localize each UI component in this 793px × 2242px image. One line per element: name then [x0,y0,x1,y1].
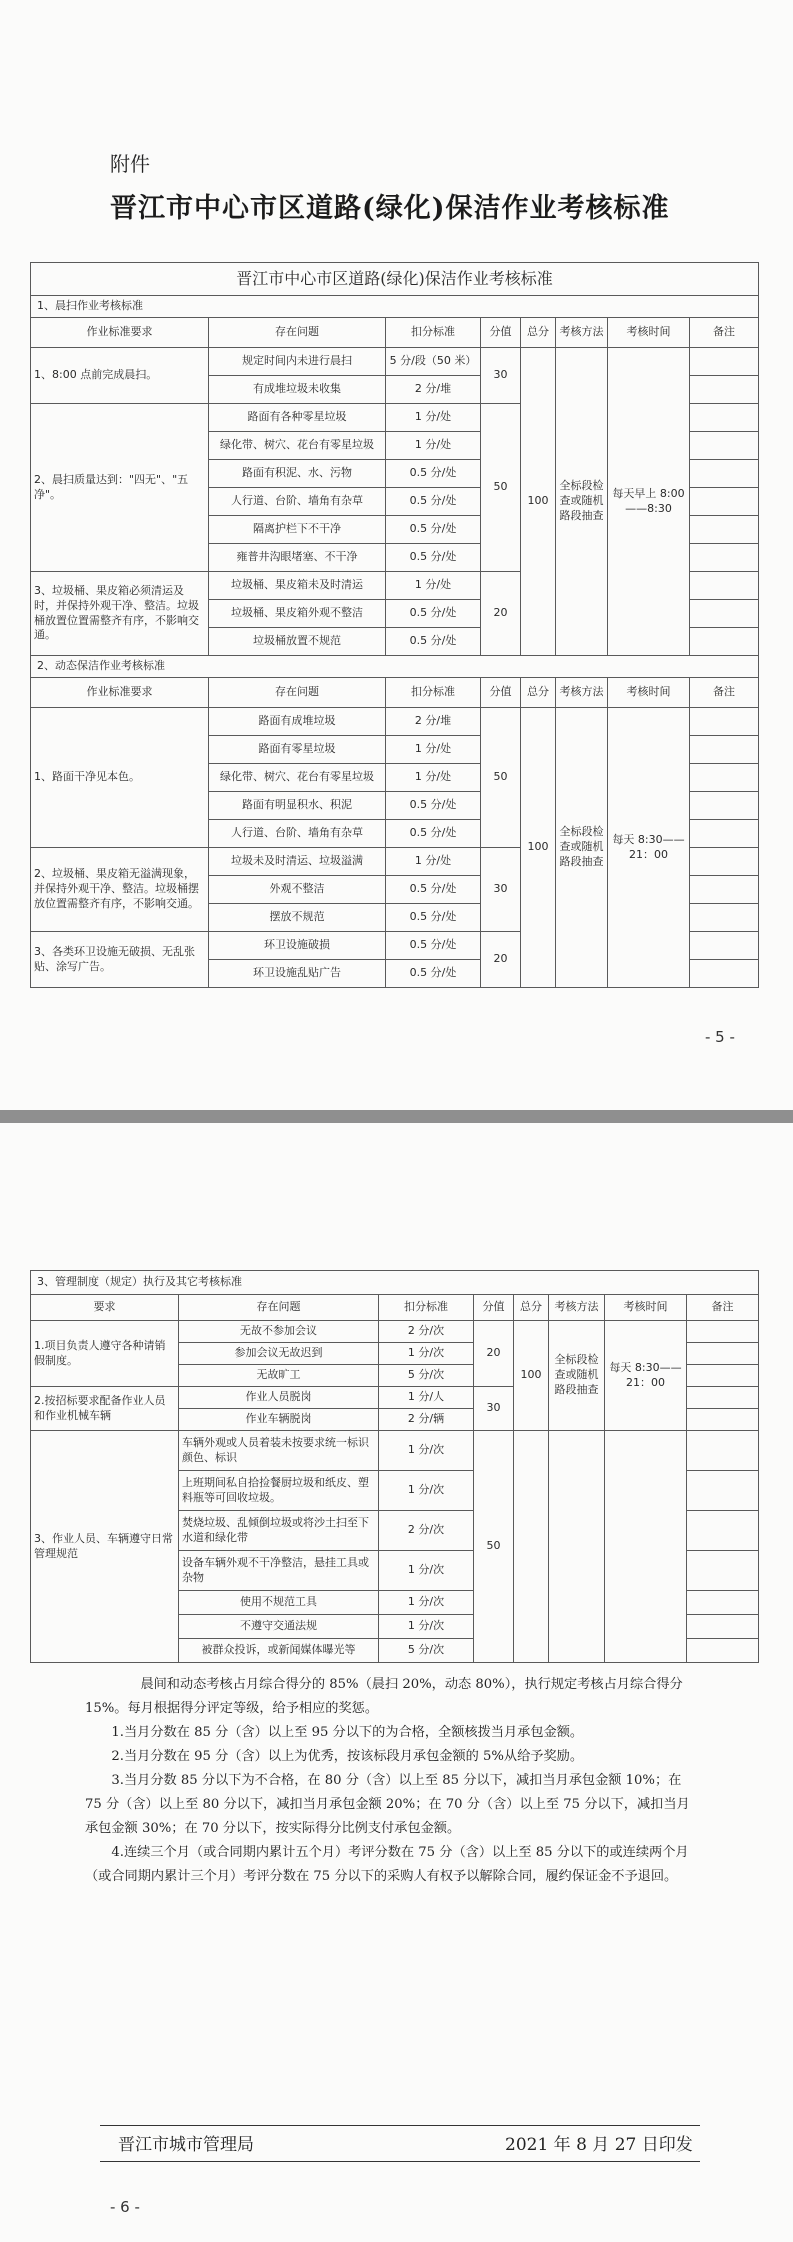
issue-cell: 绿化带、树穴、花台有零星垃圾 [209,764,386,792]
header-total: 总分 [514,1295,549,1321]
issue-cell: 绿化带、树穴、花台有零星垃圾 [209,432,386,460]
total-cell: 100 [521,348,556,656]
footer-rule-top [100,2125,700,2126]
header-deduct: 扣分标准 [379,1295,474,1321]
issue-cell: 作业车辆脱岗 [179,1409,379,1431]
deduct-cell: 2 分/堆 [386,376,481,404]
issue-cell: 环卫设施破损 [209,932,386,960]
deduct-cell: 5 分/段（50 米） [386,348,481,376]
page-5 [0,0,793,1110]
score-cell: 50 [474,1431,514,1663]
table-caption: 晋江市中心市区道路(绿化)保洁作业考核标准 [31,263,759,296]
note-cell [690,544,759,572]
deduct-cell: 1 分/次 [379,1591,474,1615]
table-header-row [31,678,759,708]
note-paragraph: 1.当月分数在 85 分（含）以上至 95 分以下的为合格，全额核拨当月承包金额。 [111,1725,584,1740]
page-6 [0,1123,793,2242]
page-number: - 5 - [705,1028,735,1046]
page-number: - 6 - [110,2198,140,2216]
deduct-cell: 0.5 分/处 [386,904,481,932]
issue-cell: 环卫设施乱贴广告 [209,960,386,988]
header-time: 考核时间 [608,318,690,348]
note-paragraph: 2.当月分数在 95 分（含）以上为优秀，按该标段月承包金额的 5%从给予奖励。 [111,1749,584,1764]
header-method: 考核方法 [549,1295,605,1321]
requirement-cell: 3、各类环卫设施无破损、无乱张贴、涂写广告。 [31,932,209,988]
deduct-cell: 1 分/次 [379,1551,474,1591]
note-cell [690,960,759,988]
deduct-cell: 0.5 分/处 [386,628,481,656]
issue-cell: 人行道、台阶、墙角有杂草 [209,488,386,516]
header-note: 备注 [687,1295,759,1321]
issue-cell: 雍普井沟眼堵塞、不干净 [209,544,386,572]
table-row [31,1431,759,1471]
requirement-cell: 1.项目负责人遵守各种请销假制度。 [31,1321,179,1387]
header-score: 分值 [481,318,521,348]
table-row [31,348,759,376]
deduct-cell: 1 分/处 [386,432,481,460]
header-deduct: 扣分标准 [386,318,481,348]
deduct-cell: 2 分/辆 [379,1409,474,1431]
deduct-cell: 2 分/次 [379,1321,474,1343]
note-cell [687,1409,759,1431]
note-cell [687,1321,759,1343]
note-cell [690,432,759,460]
note-cell [690,932,759,960]
note-cell [690,708,759,736]
note-cell [687,1615,759,1639]
score-cell: 30 [481,348,521,404]
deduct-cell: 1 分/次 [379,1431,474,1471]
header-score: 分值 [481,678,521,708]
issue-cell: 外观不整洁 [209,876,386,904]
note-paragraph: 4.连续三个月（或合同期内累计五个月）考评分数在 75 分（含）以上至 85 分以下的或连续两个月（或合同期内累计三个月）考评分数在 75 分以下的采购人有权予以解除合同，履约保证金不予退回。 [85,1845,689,1884]
issue-cell: 路面有明显积水、积泥 [209,792,386,820]
deduct-cell: 0.5 分/处 [386,488,481,516]
section-title-morning: 1、晨扫作业考核标准 [31,296,759,318]
issue-cell: 设备车辆外观不干净整洁，悬挂工具或杂物 [179,1551,379,1591]
header-method: 考核方法 [556,678,608,708]
section-title-dynamic: 2、动态保洁作业考核标准 [31,656,759,678]
header-req: 要求 [31,1295,179,1321]
deduct-cell: 1 分/处 [386,848,481,876]
score-cell: 50 [481,708,521,848]
deduct-cell: 5 分/次 [379,1639,474,1663]
issue-cell: 车辆外观或人员着装未按要求统一标识颜色、标识 [179,1431,379,1471]
note-cell [690,404,759,432]
note-cell [690,516,759,544]
header-note: 备注 [690,318,759,348]
header-total: 总分 [521,678,556,708]
deduct-cell: 2 分/次 [379,1511,474,1551]
issue-cell: 上班期间私自拾捡餐厨垃圾和纸皮、塑料瓶等可回收垃圾。 [179,1471,379,1511]
issue-cell: 有成堆垃圾未收集 [209,376,386,404]
method-cell: 全标段检查或随机路段抽查 [556,708,608,988]
issue-cell: 隔离护栏下不干净 [209,516,386,544]
table-header-row [31,318,759,348]
header-time: 考核时间 [605,1295,687,1321]
note-cell [690,628,759,656]
deduct-cell: 0.5 分/处 [386,792,481,820]
note-cell [687,1639,759,1663]
issuer: 晋江市城市管理局 [118,2135,254,2155]
deduct-cell: 0.5 分/处 [386,820,481,848]
issue-cell: 作业人员脱岗 [179,1387,379,1409]
deduct-cell: 1 分/处 [386,764,481,792]
total-cell: 100 [521,708,556,988]
section-title-management: 3、管理制度（规定）执行及其它考核标准 [31,1271,759,1295]
deduct-cell: 0.5 分/处 [386,960,481,988]
deduct-cell: 0.5 分/处 [386,932,481,960]
note-cell [690,736,759,764]
header-time: 考核时间 [608,678,690,708]
issue-cell: 焚烧垃圾、乱倾倒垃圾或将沙土扫至下水道和绿化带 [179,1511,379,1551]
note-paragraph: 3.当月分数 85 分以下为不合格，在 80 分（含）以上至 85 分以下，减扣当月承包金额 10%；在 75 分（含）以上至 80 分以下，减扣当月承包金额 20%；在 70 分（含）以上至 75 分以下，减扣当月承包金额 30%；在 70 分以下，按实际得分比例支付承包金额。 [85,1773,690,1836]
header-score: 分值 [474,1295,514,1321]
issue-cell: 路面有积泥、水、污物 [209,460,386,488]
note-cell [690,572,759,600]
header-req: 作业标准要求 [31,318,209,348]
requirement-cell: 3、作业人员、车辆遵守日常管理规范 [31,1431,179,1663]
score-cell: 50 [481,404,521,572]
issue-cell: 路面有零星垃圾 [209,736,386,764]
issue-cell: 垃圾桶、果皮箱未及时清运 [209,572,386,600]
deduct-cell: 2 分/堆 [386,708,481,736]
requirement-cell: 1、路面干净见本色。 [31,708,209,848]
deduct-cell: 0.5 分/处 [386,516,481,544]
table-row [31,1321,759,1343]
note-cell [690,764,759,792]
score-cell: 30 [474,1387,514,1431]
method-cell: 全标段检查或随机路段抽查 [549,1321,605,1431]
issue-cell: 被群众投诉，或新闻媒体曝光等 [179,1639,379,1663]
requirement-cell: 2、晨扫质量达到："四无"、"五净"。 [31,404,209,572]
score-cell: 20 [481,572,521,656]
issue-cell: 参加会议无故迟到 [179,1343,379,1365]
time-cell: 每天 8:30——21：00 [605,1321,687,1431]
deduct-cell: 1 分/次 [379,1471,474,1511]
note-cell [690,904,759,932]
note-cell [687,1591,759,1615]
deduct-cell: 1 分/人 [379,1387,474,1409]
score-cell: 30 [481,848,521,932]
header-req: 作业标准要求 [31,678,209,708]
doc-title: 晋江市中心市区道路(绿化)保洁作业考核标准 [110,193,670,224]
note-paragraph: 晨间和动态考核占月综合得分的 85%（晨扫 20%，动态 80%），执行规定考核占月综合得分 15%。每月根据得分评定等级，给予相应的奖惩。 [85,1677,683,1716]
note-cell [690,876,759,904]
assessment-table-1 [30,262,759,988]
requirement-cell: 2、垃圾桶、果皮箱无溢满现象，并保持外观干净、整洁。垃圾桶摆放位置需整齐有序，不影响交通。 [31,848,209,932]
issue-cell: 垃圾未及时清运、垃圾溢满 [209,848,386,876]
header-issue: 存在问题 [209,318,386,348]
header-method: 考核方法 [556,318,608,348]
header-note: 备注 [690,678,759,708]
note-cell [687,1551,759,1591]
issue-cell: 无故旷工 [179,1365,379,1387]
note-cell [690,460,759,488]
header-deduct: 扣分标准 [386,678,481,708]
note-cell [687,1387,759,1409]
score-cell: 20 [474,1321,514,1387]
requirement-cell: 2.按招标要求配备作业人员和作业机械车辆 [31,1387,179,1431]
deduct-cell: 0.5 分/处 [386,600,481,628]
issue-cell: 路面有成堆垃圾 [209,708,386,736]
requirement-cell: 1、8:00 点前完成晨扫。 [31,348,209,404]
requirement-cell: 3、垃圾桶、果皮箱必须清运及时，并保持外观干净、整洁。垃圾桶放置位置需整齐有序，不影响交通。 [31,572,209,656]
table-row [31,708,759,736]
issue-cell: 垃圾桶、果皮箱外观不整洁 [209,600,386,628]
table-header-row [31,1295,759,1321]
deduct-cell: 0.5 分/处 [386,460,481,488]
note-cell [687,1511,759,1551]
blank-cell [549,1431,605,1663]
note-cell [690,488,759,516]
assessment-notes [85,1673,697,1889]
blank-cell [514,1431,549,1663]
deduct-cell: 0.5 分/处 [386,876,481,904]
issue-cell: 规定时间内未进行晨扫 [209,348,386,376]
attachment-label: 附件 [110,152,150,176]
note-cell [687,1471,759,1511]
note-cell [690,376,759,404]
issue-cell: 垃圾桶放置不规范 [209,628,386,656]
deduct-cell: 1 分/次 [379,1343,474,1365]
note-cell [690,792,759,820]
time-cell: 每天早上 8:00——8:30 [608,348,690,656]
method-cell: 全标段检查或随机路段抽查 [556,348,608,656]
note-cell [690,848,759,876]
deduct-cell: 1 分/次 [379,1615,474,1639]
deduct-cell: 0.5 分/处 [386,544,481,572]
deduct-cell: 5 分/次 [379,1365,474,1387]
header-issue: 存在问题 [179,1295,379,1321]
note-cell [687,1365,759,1387]
total-cell: 100 [514,1321,549,1431]
issue-cell: 路面有各种零星垃圾 [209,404,386,432]
issue-date: 2021 年 8 月 27 日印发 [505,2135,693,2155]
deduct-cell: 1 分/处 [386,736,481,764]
note-cell [690,600,759,628]
issue-cell: 人行道、台阶、墙角有杂草 [209,820,386,848]
note-cell [690,820,759,848]
score-cell: 20 [481,932,521,988]
time-cell: 每天 8:30——21：00 [608,708,690,988]
issue-cell: 使用不规范工具 [179,1591,379,1615]
deduct-cell: 1 分/处 [386,404,481,432]
issue-cell: 无故不参加会议 [179,1321,379,1343]
issue-cell: 不遵守交通法规 [179,1615,379,1639]
deduct-cell: 1 分/处 [386,572,481,600]
footer-rule-bottom [100,2161,700,2162]
issue-cell: 摆放不规范 [209,904,386,932]
note-cell [687,1431,759,1471]
header-total: 总分 [521,318,556,348]
assessment-table-2 [30,1270,759,1663]
note-cell [690,348,759,376]
header-issue: 存在问题 [209,678,386,708]
note-cell [687,1343,759,1365]
blank-cell [605,1431,687,1663]
